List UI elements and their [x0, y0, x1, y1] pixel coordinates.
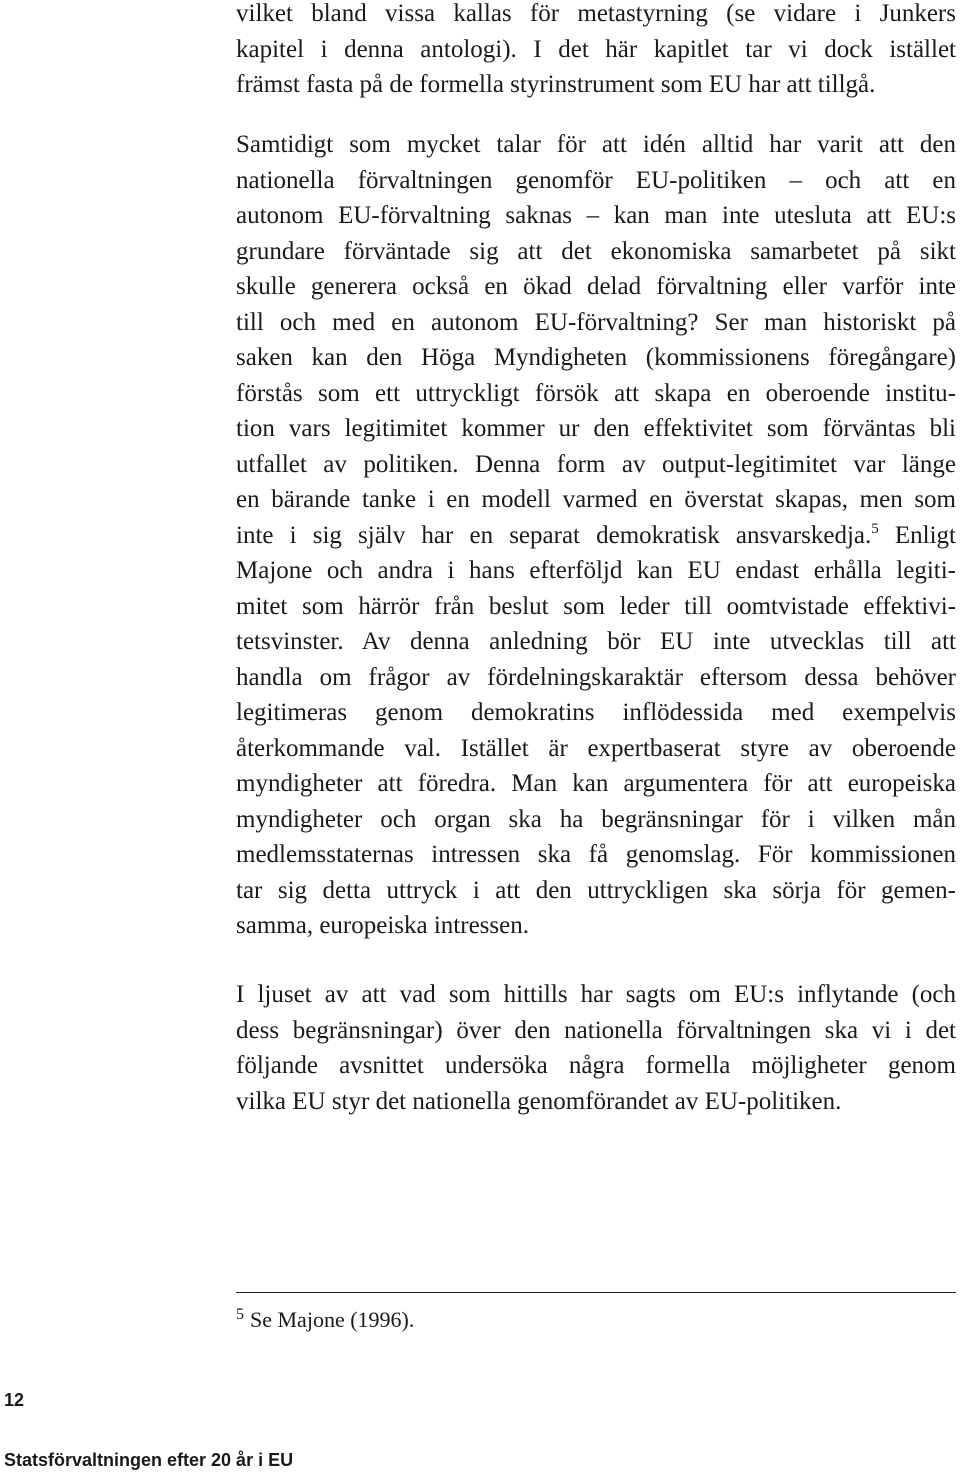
- paragraph-line: autonom EU-förvaltning saknas – kan man inte utesluta att EU:s: [236, 202, 956, 229]
- paragraph-line-with-footnote: [236, 518, 956, 554]
- paragraph-line: tetsvinster. Av denna anledning bör EU inte utvecklas till att: [236, 628, 956, 655]
- footnote-text: Se Majone (1996).: [250, 1307, 415, 1332]
- paragraph-line: tion vars legitimitet kommer ur den effektivitet som förväntas bli: [236, 415, 956, 442]
- paragraph-line: följande avsnittet undersöka några formella möjligheter genom: [236, 1052, 956, 1079]
- line-text: Enligt: [894, 521, 956, 549]
- footnote: [236, 1304, 414, 1336]
- paragraph-line: utfallet av politiken. Denna form av output-legitimitet var länge: [236, 450, 956, 478]
- paragraph-line: myndigheter att föredra. Man kan argumentera för att europeiska: [236, 770, 956, 797]
- paragraph-line: kapitel i denna antologi). I det här kapitlet tar vi dock istället: [236, 35, 956, 63]
- paragraph-line: myndigheter och organ ska ha begränsningar för i vilken mån: [236, 805, 956, 833]
- paragraph-line: Samtidigt som mycket talar för att idén alltid har varit att den: [236, 131, 956, 158]
- paragraph-1: [236, 0, 956, 103]
- paragraph-2: [236, 127, 956, 944]
- paragraph-line: medlemsstaternas intressen ska få genomslag. För kommissionen: [236, 841, 956, 868]
- footnote-divider: [236, 1292, 956, 1293]
- paragraph-line: Majone och andra i hans efterföljd kan EU endast erhålla legiti-: [236, 557, 956, 584]
- footnote-number: 5: [236, 1306, 244, 1323]
- paragraph-line: till och med en autonom EU-förvaltning? Ser man historiskt på: [236, 308, 956, 336]
- paragraph-line: främst fasta på de formella styrinstrument som EU har att tillgå.: [236, 71, 876, 98]
- paragraph-line: skulle generera också en ökad delad förvaltning eller varför inte: [236, 273, 956, 300]
- paragraph-line: legitimeras genom demokratins inflödessida med exempelvis: [236, 699, 956, 726]
- paragraph-line: mitet som härrör från beslut som leder till oomtvistade effektivi-: [236, 592, 956, 620]
- line-text: inte i sig själv har en separat demokratisk ansvarskedja.: [236, 521, 872, 549]
- paragraph-line: vilket bland vissa kallas för metastyrning (se vidare i Junkers: [236, 0, 956, 27]
- paragraph-line: samma, europeiska intressen.: [236, 912, 529, 939]
- paragraph-line: tar sig detta uttryck i att den uttryckligen ska sörja för gemen-: [236, 876, 956, 904]
- paragraph-3: [236, 977, 956, 1119]
- paragraph-line: nationella förvaltningen genomför EU-politiken – och att en: [236, 166, 956, 194]
- running-footer: Statsförvaltningen efter 20 år i EU: [4, 1450, 294, 1470]
- paragraph-line: I ljuset av att vad som hittills har sagts om EU:s inflytande (och: [236, 981, 956, 1008]
- paragraph-line: förstås som ett uttryckligt försök att skapa en oberoende institu-: [236, 379, 956, 407]
- paragraph-line: saken kan den Höga Myndigheten (kommissionens föregångare): [236, 344, 956, 371]
- footnote-marker[interactable]: 5: [871, 520, 879, 537]
- paragraph-line: dess begränsningar) över den nationella förvaltningen ska vi i det: [236, 1016, 956, 1044]
- paragraph-line: grundare förväntade sig att det ekonomiska samarbetet på sikt: [236, 237, 956, 265]
- paragraph-line: handla om frågor av fördelningskaraktär eftersom dessa behöver: [236, 663, 956, 691]
- paragraph-line: vilka EU styr det nationella genomförandet av EU-politiken.: [236, 1087, 842, 1115]
- page-number: 12: [4, 1390, 25, 1410]
- paragraph-line: en bärande tanke i en modell varmed en överstat skapas, men som: [236, 486, 956, 513]
- paragraph-line: återkommande val. Istället är expertbaserat styre av oberoende: [236, 734, 956, 762]
